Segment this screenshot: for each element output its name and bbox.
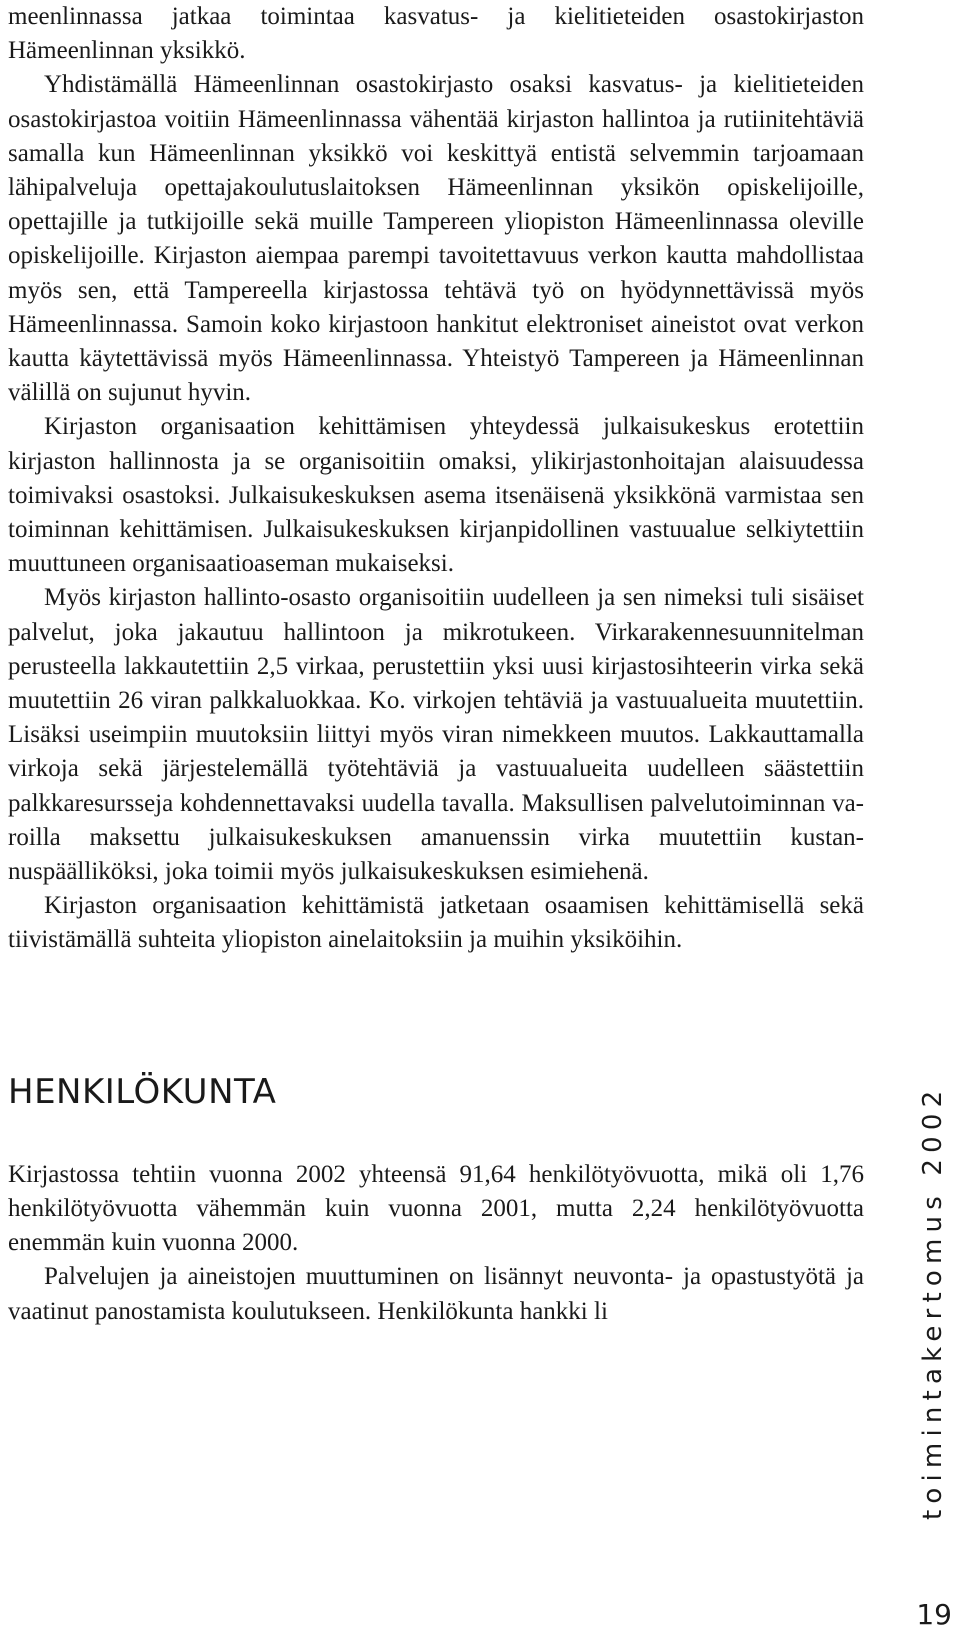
paragraph-publication-center: Kirjaston organisaation kehittämisen yhteydessä julkaisukeskus erotettiin kirjaston hallinnosta ja se organisoitiin omaksi, ylikirjastonhoitajan alaisuudessa toimivaksi osastoksi. Julkaisukeskuksen asema itsenäisenä yksikkönä varmistaa sen toiminnan kehittämisen. Julkaisukeskuksen kirjanpidollinen vastuualue selkiytettiin muuttuneen organisaatioaseman mukaiseksi. (8, 413, 864, 578)
main-text-column (8, 0, 864, 1329)
paragraph-merger: Yhdistämällä Hämeenlinnan osastokirjasto osaksi kasvatus- ja kielitieteiden osastokirjastoa voitiin Hämeenlinnassa vähentää kirjaston hallintoa ja rutiinitehtäviä samalla kun Hämeenlinnan yksikkö voi keskittyä entistä selvemmin tarjoamaan lähipalveluja opettajakoulutuslaitoksen Hämeenlinnan yksikön opiskelijoille, opettajille ja tutkijoille sekä muille Tampereen yliopiston Hämeenlinnassa oleville opiskelijoille. Kirjaston aiempaa parempi tavoitettavuus verkon kautta mahdollistaa myös sen, että Tampereella kirjastossa tehtävä työ on hyödynnettävissä myös Hämeenlinnassa. Samoin koko kirjastoon hankitut elektroniset aineistot ovat verkon kautta käytettävissä myös Hämeenlinnassa. Yhteistyö Tampereen ja Hämeenlinnan välillä on sujunut hyvin. (8, 71, 864, 407)
side-title: toimintakertomus 2002 (918, 1084, 948, 1520)
section-heading: HENKILÖKUNTA (8, 1071, 277, 1112)
heading-spacer (8, 1112, 864, 1158)
paragraph-administration: Myös kirjaston hallinto-osasto organisoitiin uudelleen ja sen nimeksi tuli sisäiset palvelut, joka jakautuu hallintoon ja mikrotukeen. Virkarakennesuunnitelman perusteella lakkautettiin 2,5 virkaa, perustettiin yksi uusi kirjastosihteerin virka sekä muutettiin 26 viran palkkaluokkaa. Ko. virkojen tehtäviä ja vastuualueita muutettiin. Lisäksi useimpiin muutoksiin liittyi myös viran nimekkeen muutos. Lakkauttamalla virkoja sekä järjestelemällä työtehtäviä ja vastuualueita uudelleen säästettiin palkkaresursseja kohdennettavaksi uudella tavalla. Maksullisen palvelutoiminnan varoilla maksettu julkaisukeskuksen amanuenssin virka muutettiin kustannuspäälliköksi, joka toimii myös julkaisukeskuksen esimiehenä. (8, 584, 864, 886)
paragraph-guidance: Palvelujen ja aineistojen muuttuminen on lisännyt neuvonta- ja opastustyötä ja vaatinut panostamista koulutukseen. Henkilökunta hankki li (8, 1263, 864, 1325)
paragraph-personnel-years: Kirjastossa tehtiin vuonna 2002 yhteensä 91,64 henkilötyövuotta, mikä oli 1,76 henkilötyövuotta vähemmän kuin vuonna 2001, mutta 2,24 henkilötyövuotta enemmän kuin vuonna 2000. (8, 1160, 864, 1257)
section-spacer (8, 958, 864, 1072)
paragraph-continuation: meenlinnassa jatkaa toimintaa kasvatus- ja kielitieteiden osastokirjaston Hämeenlinnan yksikkö. (8, 3, 864, 65)
page-number: 19 (916, 1598, 952, 1631)
paragraph-development: Kirjaston organisaation kehittämistä jatketaan osaamisen kehittämisellä sekä tiivistämällä suhteita yliopiston ainelaitoksiin ja muihin yksiköihin. (8, 892, 864, 954)
